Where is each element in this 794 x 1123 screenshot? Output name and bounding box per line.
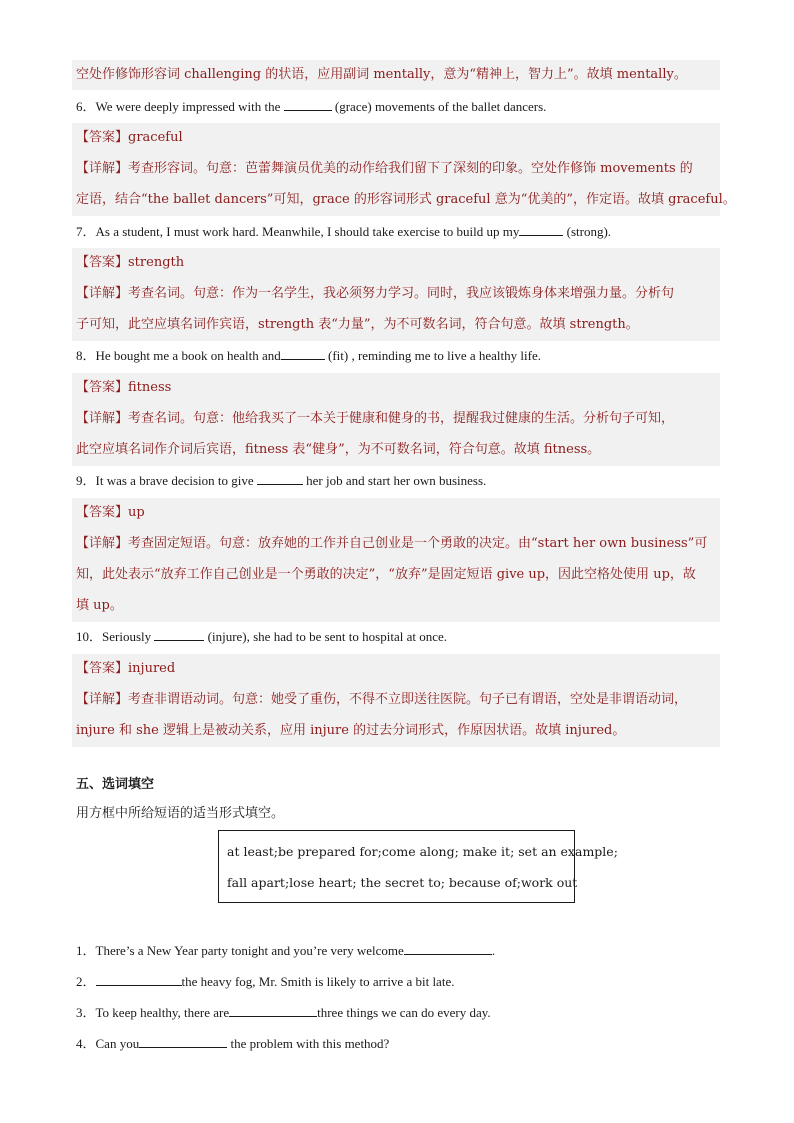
detail-tag: 【详解】: [76, 161, 129, 176]
detail-line-6-1: [76, 160, 693, 178]
question-number: 9．: [76, 473, 96, 488]
answer-line-9: [76, 504, 145, 522]
detail-line-10-2: injure 和 she 逻辑上是被动关系，应用 injure 的过去分词形式，作原因状语。故填 injured。: [76, 723, 626, 738]
answer-blank[interactable]: [281, 347, 325, 360]
question-number: 7．: [76, 224, 96, 239]
answer-blank[interactable]: [284, 98, 332, 111]
answer-blank[interactable]: [154, 628, 204, 641]
detail-line-9-2: 知，此处表示“放弃工作自己创业是一个勇敢的决定”，“放弃”是固定短语 give up，因此空格处使用 up，故: [76, 567, 696, 582]
answer-line-7: [76, 254, 184, 272]
detail-line-6-2: 定语，结合“the ballet dancers”可知，grace 的形容词形式 graceful 意为“优美的”，作定语。故填 graceful。: [76, 192, 736, 207]
answer-blank[interactable]: [229, 1004, 317, 1017]
question-text-after: (injure), she had to be sent to hospital at once.: [204, 629, 447, 644]
question-text-after: .: [491, 943, 496, 958]
answer-blank[interactable]: [519, 223, 563, 236]
answer-line-10: [76, 660, 175, 678]
answer-tag: 【答案】: [76, 505, 129, 520]
answer-tag: 【答案】: [76, 130, 129, 145]
question-text-after: (fit) , reminding me to live a healthy life.: [324, 348, 541, 363]
question-text-before: We were deeply impressed with the: [95, 99, 284, 114]
detail-text: 考查名词。句意：作为一名学生，我必须努力学习。同时，我应该锻炼身体来增强力量。分析句: [128, 286, 675, 301]
question-number: 4．: [76, 1036, 96, 1051]
question-text-before: As a student, I must work hard. Meanwhile, I should take exercise to build up my: [95, 224, 520, 239]
answer-blank[interactable]: [139, 1035, 227, 1048]
question-9: [76, 472, 486, 490]
word-bank-line-1: at least;be prepared for;come along; make it; set an example;: [227, 844, 618, 859]
word-bank-box: [218, 830, 618, 903]
detail-line-10-1: [76, 691, 687, 709]
answer-blank[interactable]: [257, 472, 303, 485]
answer-value: graceful: [128, 130, 183, 145]
answer-blank[interactable]: [96, 973, 182, 986]
question-6: [76, 98, 546, 116]
detail-tag: 【详解】: [76, 286, 129, 301]
answer-tag: 【答案】: [76, 661, 129, 676]
question-number: 3．: [76, 1005, 96, 1020]
question-text-before: There’s a New Year party tonight and you’re very welcome: [95, 943, 404, 958]
detail-text: 考查非谓语动词。句意：她受了重伤，不得不立即送往医院。句子已有谓语，空处是非谓语动词，: [128, 692, 688, 707]
detail-line-7-2: 子可知，此空应填名词作宾语，strength 表“力量”，为不可数名词，符合句意。故填 strength。: [76, 317, 639, 332]
answer-band-9: [72, 498, 720, 622]
question-number: 10．: [76, 629, 103, 644]
question-number: 8．: [76, 348, 96, 363]
question-number: 6．: [76, 99, 96, 114]
fill-item-2: [76, 973, 454, 991]
word-bank-line-2: fall apart;lose heart; the secret to; because of;work out: [227, 875, 578, 890]
section-instruction: 用方框中所给短语的适当形式填空。: [76, 806, 285, 821]
question-text-after: the problem with this method?: [227, 1036, 390, 1051]
fill-item-4: [76, 1035, 389, 1053]
detail-line-7-1: [76, 285, 674, 303]
question-8: [76, 347, 541, 365]
question-7: [76, 223, 611, 241]
fill-item-1: [76, 942, 495, 960]
detail-text: 考查名词。句意：他给我买了一本关于健康和健身的书，提醒我过健康的生活。分析句子可知，: [128, 411, 675, 426]
answer-value: strength: [128, 255, 185, 270]
answer-value: fitness: [128, 380, 172, 395]
detail-tag: 【详解】: [76, 411, 129, 426]
question-text-after: the heavy fog, Mr. Smith is likely to arrive a bit late.: [181, 974, 455, 989]
question-text-before: Seriously: [102, 629, 155, 644]
answer-value: up: [128, 505, 145, 520]
detail-line-9-1: [76, 535, 707, 553]
detail-text: 考查固定短语。句意：放弃她的工作并自己创业是一个勇敢的决定。由“start her own business”可: [128, 536, 708, 551]
answer-tag: 【答案】: [76, 255, 129, 270]
question-number: 2．: [76, 974, 96, 989]
answer-line-6: [76, 129, 183, 147]
question-10: [76, 628, 447, 646]
question-text-before: Can you: [95, 1036, 140, 1051]
answer-tag: 【答案】: [76, 380, 129, 395]
answer-value: injured: [128, 661, 176, 676]
question-text-before: It was a brave decision to give: [95, 473, 257, 488]
detail-line-9-3: 填 up。: [76, 598, 123, 613]
detail-tag: 【详解】: [76, 692, 129, 707]
fill-item-3: [76, 1004, 491, 1022]
detail-line-8-1: [76, 410, 674, 428]
detail-text: 考查形容词。句意：芭蕾舞演员优美的动作给我们留下了深刻的印象。空处作修饰 movements 的: [128, 161, 693, 176]
section-title: 五、选词填空: [76, 777, 155, 792]
question-text-after: her job and start her own business.: [302, 473, 487, 488]
question-text-after: three things we can do every day.: [317, 1005, 491, 1020]
question-text-after: (grace) movements of the ballet dancers.: [331, 99, 547, 114]
detail-tag: 【详解】: [76, 536, 129, 551]
question-text-before: To keep healthy, there are: [95, 1005, 230, 1020]
question-text-after: (strong).: [563, 224, 612, 239]
question-text-before: He bought me a book on health and: [95, 348, 281, 363]
answer-blank[interactable]: [404, 942, 492, 955]
question-number: 1．: [76, 943, 96, 958]
answer-line-8: [76, 379, 171, 397]
detail-continuation: 空处作修饰形容词 challenging 的状语，应用副词 mentally，意为“精神上，智力上”。故填 mentally。: [76, 67, 687, 82]
detail-line-8-2: 此空应填名词作介词后宾语，fitness 表“健身”，为不可数名词，符合句意。故填 fitness。: [76, 442, 601, 457]
